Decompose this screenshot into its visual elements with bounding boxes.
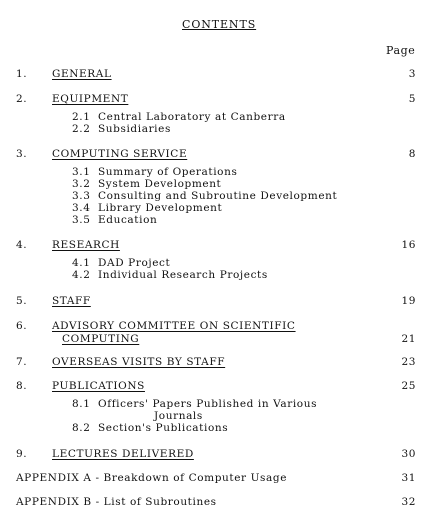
subsection-title: Central Laboratory at Canberra (98, 111, 286, 123)
section-number: 3. (16, 148, 28, 160)
subsection-number: 3.3 (72, 190, 91, 202)
section-number: 2. (16, 93, 28, 105)
section-page: 21 (401, 333, 416, 345)
appendix-title: APPENDIX B - List of Subroutines (16, 496, 217, 508)
section-page: 23 (401, 356, 416, 368)
subsection-number: 4.2 (72, 269, 91, 281)
section-number: 9. (16, 448, 28, 460)
section-title: EQUIPMENT (52, 93, 129, 105)
page-title: CONTENTS (182, 18, 257, 31)
subsection-title: Individual Research Projects (98, 269, 268, 281)
section-title-continued: COMPUTING (62, 333, 140, 345)
section-title: GENERAL (52, 68, 112, 80)
subsection-title: Library Development (98, 202, 223, 214)
section-page: 8 (408, 148, 416, 160)
appendix-page: 32 (401, 496, 416, 508)
subsection-number: 8.1 (72, 398, 91, 410)
subsection-title: Education (98, 214, 158, 226)
subsection-number: 8.2 (72, 422, 91, 434)
subsection-title: Consulting and Subroutine Development (98, 190, 338, 202)
appendix-page: 31 (401, 472, 416, 484)
subsection-title: DAD Project (98, 257, 171, 269)
subsection-title: Officers' Papers Published in Various (98, 398, 318, 410)
subsection-title: Summary of Operations (98, 166, 238, 178)
section-title: COMPUTING SERVICE (52, 148, 188, 160)
section-page: 3 (408, 68, 416, 80)
subsection-number: 4.1 (72, 257, 91, 269)
section-number: 5. (16, 295, 28, 307)
section-number: 6. (16, 320, 28, 332)
section-page: 5 (408, 93, 416, 105)
subsection-number: 3.2 (72, 178, 91, 190)
section-page: 25 (401, 380, 416, 392)
subsection-title: Subsidiaries (98, 123, 171, 135)
section-page: 30 (401, 448, 416, 460)
section-page: 16 (401, 239, 416, 251)
section-title: PUBLICATIONS (52, 380, 145, 392)
section-title: OVERSEAS VISITS BY STAFF (52, 356, 226, 368)
subsection-number: 2.2 (72, 123, 91, 135)
section-title: ADVISORY COMMITTEE ON SCIENTIFIC (52, 320, 296, 332)
section-title: RESEARCH (52, 239, 120, 251)
subsection-number: 3.1 (72, 166, 91, 178)
subsection-title-continued: Journals (154, 410, 203, 422)
section-title: STAFF (52, 295, 91, 307)
section-number: 1. (16, 68, 28, 80)
subsection-number: 2.1 (72, 111, 91, 123)
section-number: 4. (16, 239, 28, 251)
section-title: LECTURES DELIVERED (52, 448, 194, 460)
subsection-number: 3.5 (72, 214, 91, 226)
section-number: 8. (16, 380, 28, 392)
subsection-title: Section's Publications (98, 422, 229, 434)
section-page: 19 (401, 295, 416, 307)
section-number: 7. (16, 356, 28, 368)
appendix-title: APPENDIX A - Breakdown of Computer Usage (16, 472, 288, 484)
subsection-number: 3.4 (72, 202, 91, 214)
subsection-title: System Development (98, 178, 222, 190)
page-column-header: Page (386, 44, 416, 57)
